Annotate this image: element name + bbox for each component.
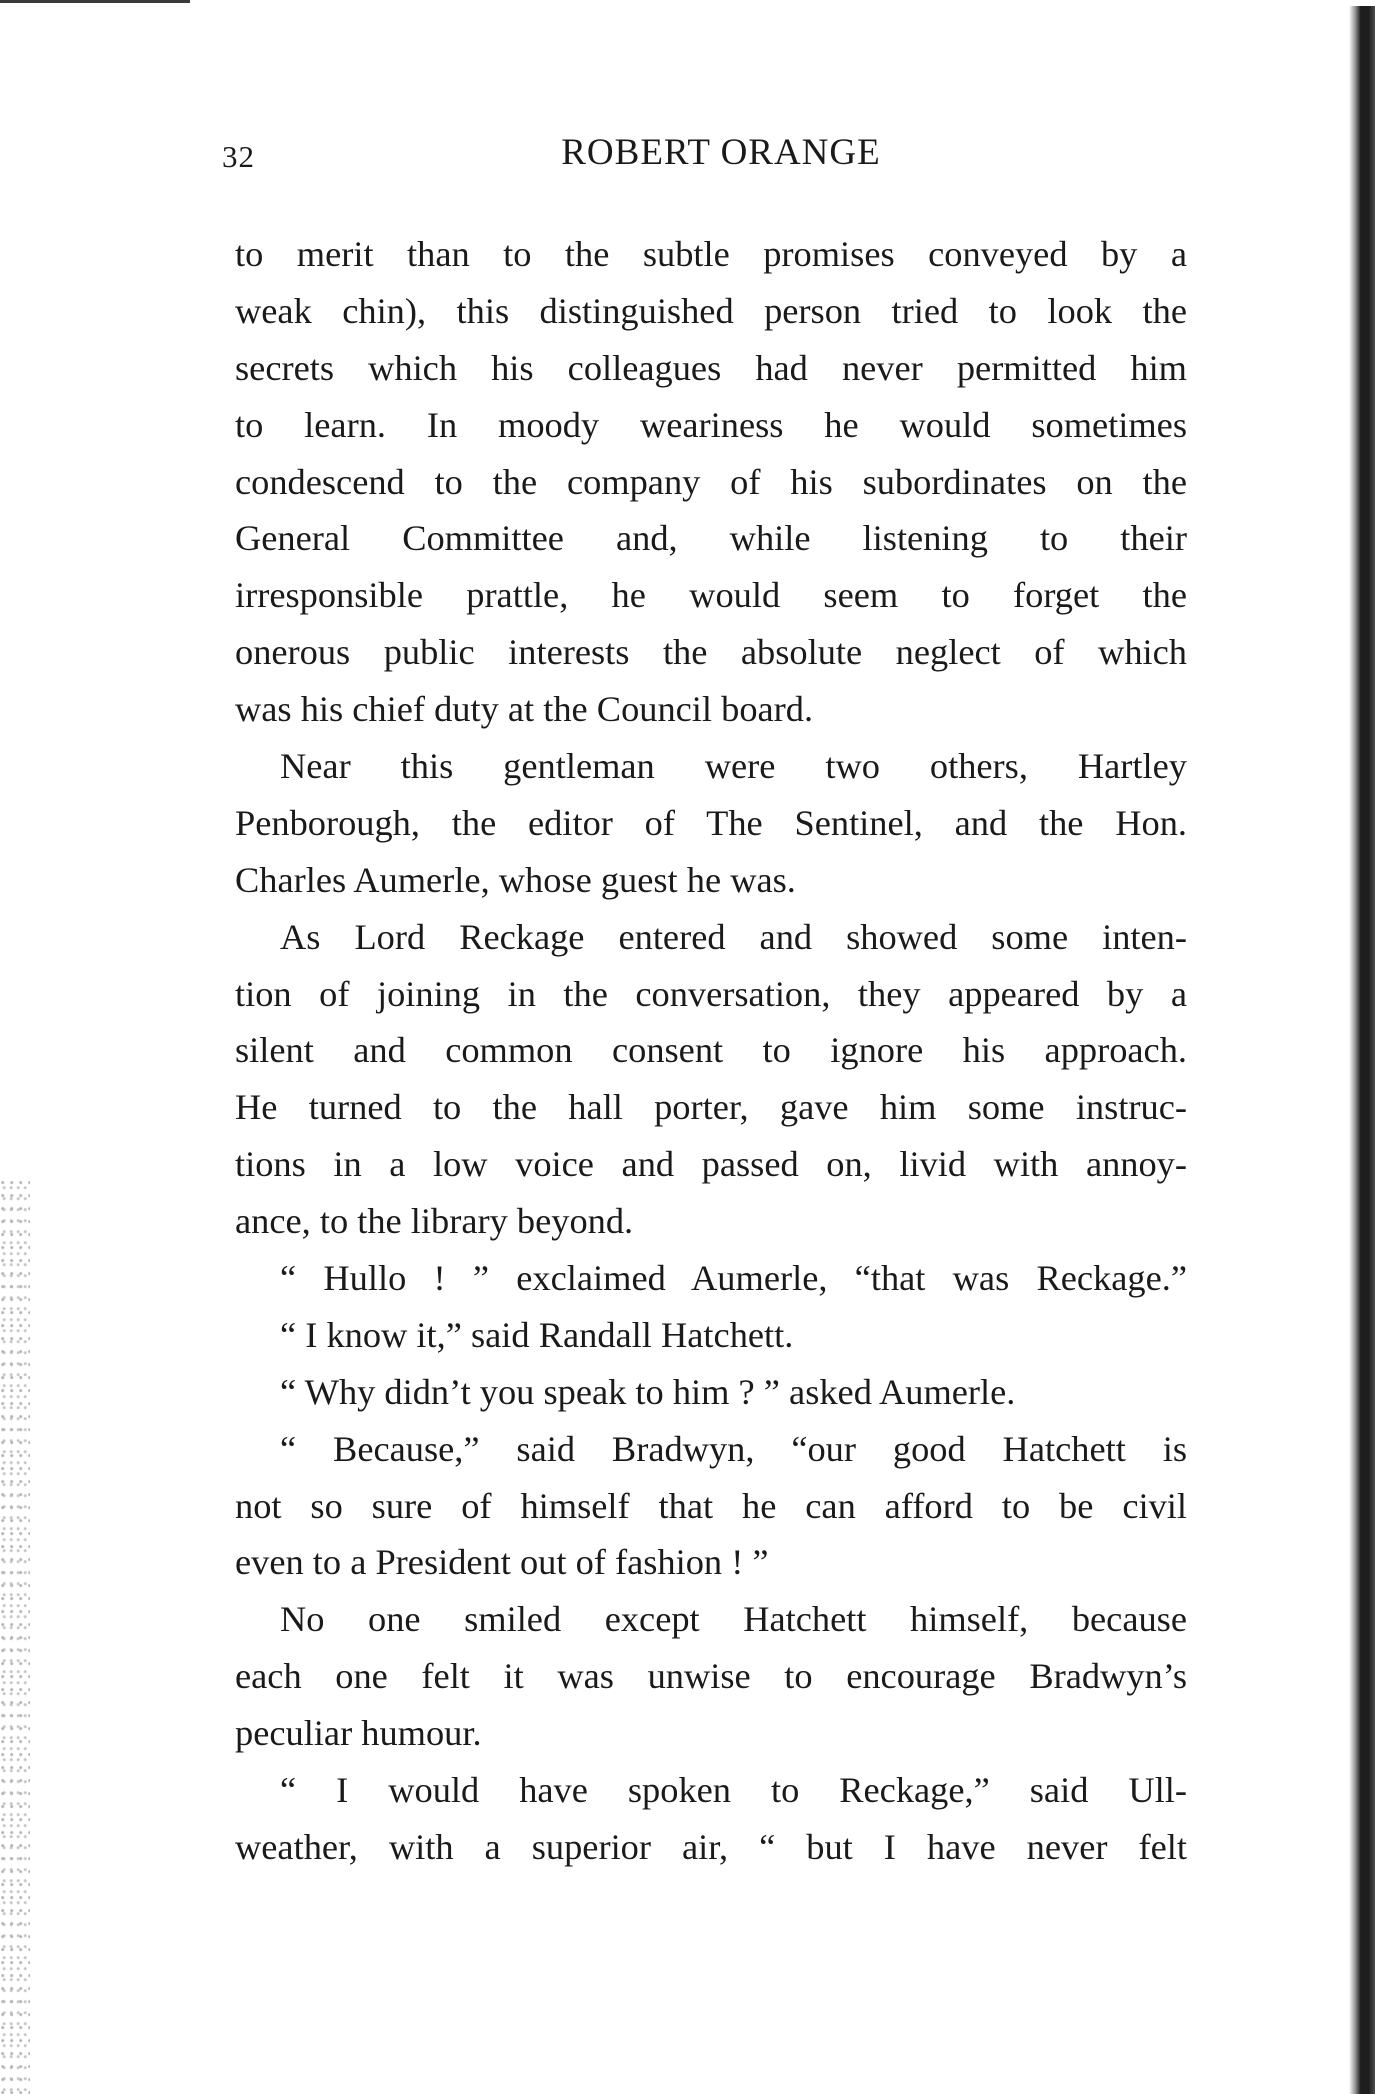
- text-line: irresponsible prattle, he would seem to forget the: [235, 575, 1187, 616]
- text-line: even to a President out of fashion ! ”: [235, 1542, 769, 1583]
- text-line: onerous public interests the absolute neglect of which: [235, 632, 1187, 673]
- text-line: “ I would have spoken to Reckage,” said Ull-: [280, 1770, 1187, 1811]
- text-line: No one smiled except Hatchett himself, because: [280, 1599, 1187, 1640]
- text-line: to learn. In moody weariness he would sometimes: [235, 404, 1187, 445]
- text-line: not so sure of himself that he can afford to be civil: [235, 1485, 1187, 1526]
- top-rule: [0, 0, 190, 3]
- text-line: was his chief duty at the Council board.: [235, 689, 814, 730]
- text-line: Penborough, the editor of The Sentinel, and the Hon.: [235, 802, 1187, 843]
- text-line: peculiar humour.: [235, 1713, 482, 1754]
- page-edge-shadow: [1349, 6, 1375, 2094]
- page-number: 32: [222, 139, 255, 174]
- text-line: General Committee and, while listening to their: [235, 518, 1187, 559]
- text-line: condescend to the company of his subordinates on the: [235, 461, 1187, 502]
- text-line: “ Hullo ! ” exclaimed Aumerle, “that was Reckage.”: [280, 1258, 1187, 1299]
- text-line: “ Why didn’t you speak to him ? ” asked Aumerle.: [280, 1371, 1016, 1412]
- text-line: weak chin), this distinguished person tried to look the: [235, 290, 1187, 331]
- text-line: Near this gentleman were two others, Hartley: [280, 746, 1187, 787]
- text-line: As Lord Reckage entered and showed some inten-: [280, 916, 1187, 957]
- text-line: each one felt it was unwise to encourage Bradwyn’s: [235, 1656, 1187, 1697]
- text-line: ance, to the library beyond.: [235, 1201, 634, 1242]
- scan-speckle: [0, 1180, 30, 2094]
- text-line: “ I know it,” said Randall Hatchett.: [280, 1314, 794, 1355]
- text-line: “ Because,” said Bradwyn, “our good Hatchett is: [280, 1428, 1187, 1469]
- page-header: [222, 131, 1190, 181]
- text-line: tions in a low voice and passed on, livid with annoy-: [235, 1144, 1187, 1185]
- text-line: weather, with a superior air, “ but I have never felt: [235, 1826, 1187, 1867]
- body-text: [235, 226, 1187, 1876]
- text-line: He turned to the hall porter, gave him some instruc-: [235, 1087, 1187, 1128]
- text-line: secrets which his colleagues had never permitted him: [235, 347, 1187, 388]
- text-line: to merit than to the subtle promises conveyed by a: [235, 234, 1187, 274]
- text-line: tion of joining in the conversation, they appeared by a: [235, 973, 1187, 1014]
- text-line: silent and common consent to ignore his approach.: [235, 1030, 1187, 1071]
- running-title: ROBERT ORANGE: [561, 132, 881, 173]
- text-line: Charles Aumerle, whose guest he was.: [235, 859, 796, 900]
